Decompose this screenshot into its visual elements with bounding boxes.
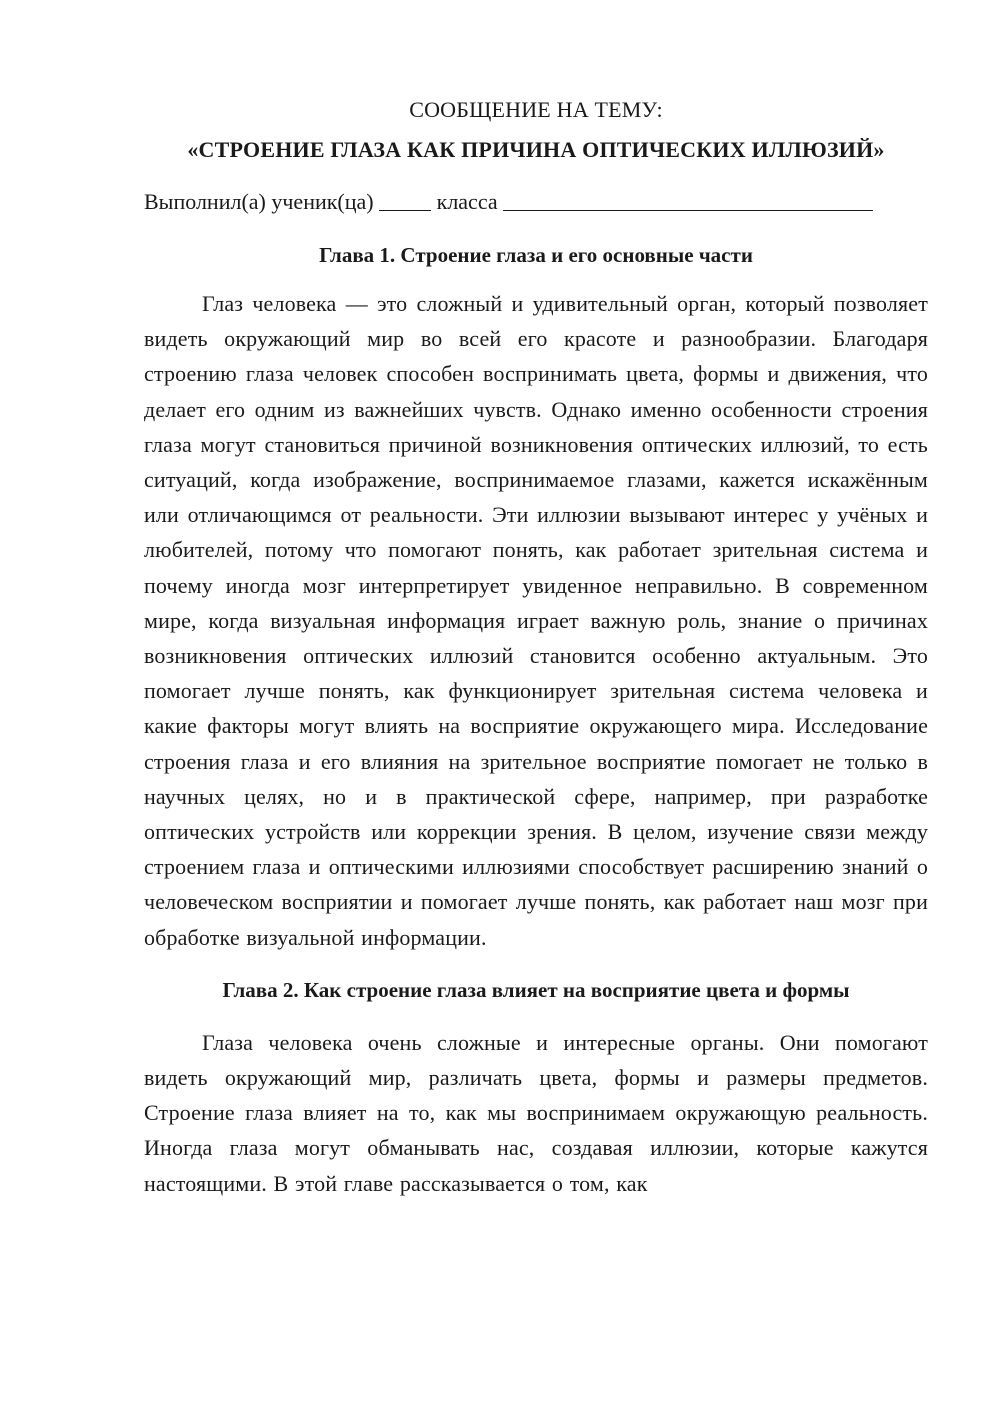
document-page bbox=[144, 92, 928, 1201]
author-line bbox=[144, 184, 928, 220]
document-title-line-1: СООБЩЕНИЕ НА ТЕМУ: bbox=[409, 97, 663, 122]
chapter-1-heading: Глава 1. Строение глаза и его основные части bbox=[319, 243, 753, 267]
author-class-label: класса bbox=[436, 189, 498, 214]
grade-blank bbox=[379, 188, 431, 211]
author-prefix: Выполнил(а) ученик(ца) bbox=[144, 189, 374, 214]
chapter-1-paragraph: Глаз человека — это сложный и удивительный орган, который позволяет видеть окружающий мир во всей его красоте и разнообразии. Благодаря строению глаза человек способен воспринимать цвета, формы и движения, что делает его одним из важнейших чувств. Однако именно особенности строения глаза могут становиться причиной возникновения оптических иллюзий, то есть ситуаций, когда изображение, воспринимаемое глазами, кажется искажённым или отличающимся от реальности. Эти иллюзии вызывают интерес у учёных и любителей, потому что помогают понять, как работает зрительная система и почему иногда мозг интерпретирует увиденное неправильно. В современном мире, когда визуальная информация играет важную роль, знание о причинах возникновения оптических иллюзий становится особенно актуальным. Это помогает лучше понять, как функционирует зрительная система человека и какие факторы могут влиять на восприятие окружающего мира. Исследование строения глаза и его влияния на зрительное восприятие помогает не только в научных целях, но и в практической сфере, например, при разработке оптических устройств или коррекции зрения. В целом, изучение связи между строением глаза и оптическими иллюзиями способствует расширению знаний о человеческом восприятии и помогает лучше понять, как работает наш мозг при обработке визуальной информации. bbox=[144, 291, 928, 950]
chapter-2-paragraph: Глаза человека очень сложные и интересные органы. Они помогают видеть окружающий мир, различать цвета, формы и размеры предметов. Строение глаза влияет на то, как мы воспринимаем окружающую реальность. Иногда глаза могут обманывать нас, создавая иллюзии, которые кажутся настоящими. В этой главе рассказывается о том, как bbox=[144, 1029, 928, 1196]
chapter-2-heading: Глава 2. Как строение глаза влияет на восприятие цвета и формы bbox=[222, 977, 850, 1002]
name-blank bbox=[503, 188, 873, 211]
document-title-line-2: «СТРОЕНИЕ ГЛАЗА КАК ПРИЧИНА ОПТИЧЕСКИХ ИЛЛЮЗИЙ» bbox=[187, 137, 885, 162]
